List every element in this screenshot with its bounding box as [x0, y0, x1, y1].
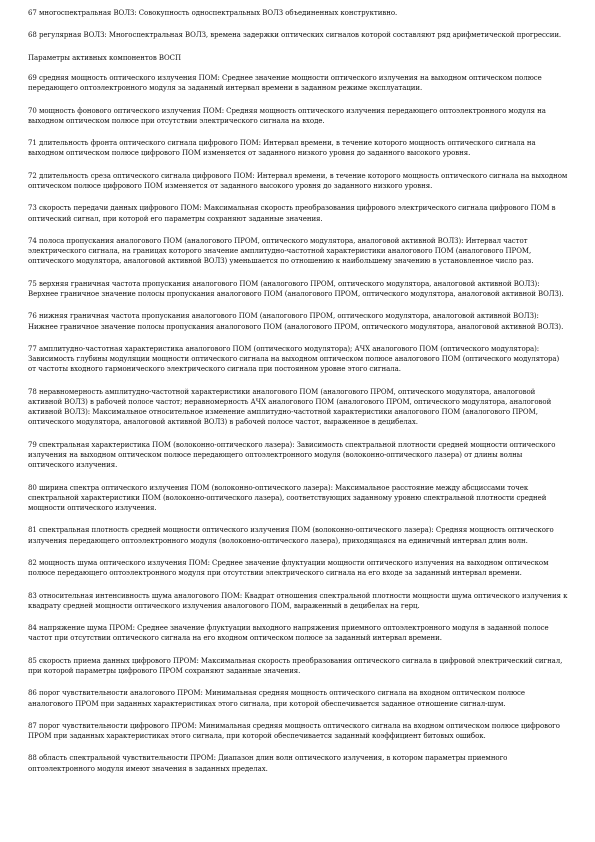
term-67: 67 многоспектральная ВОЛЗ: Совокупность односпектральных ВОЛЗ объединенных конструктивно. — [28, 9, 398, 17]
term-81: 81 спектральная плотность средней мощности оптического излучения ПОМ (волоконно-оптического лазера): Средняя мощность оптического излучения передающего оптоэлектронного модуля (волоконно-оптического лазера), приходящаяся на единичный интервал длин волн. — [28, 526, 554, 545]
term-78: 78 неравномерность амплитудно-частотной характеристики аналогового ПОМ (аналогового ПРОМ, оптического модулятора, аналоговой активной ВОЛЗ) в рабочей полосе частот; неравномерность АЧХ аналогового ПОМ (аналогового ПРОМ, оптического модулятора, аналоговой активной ВОЛЗ): Максимальное относительное изменение амплитудно-частотной характеристики аналогового ПОМ (аналогового ПРОМ, оптического модулятора, аналоговой активной ВОЛЗ) в рабочей полосе частот, выраженное в децибелах. — [28, 387, 552, 427]
term-84: 84 напряжение шума ПРОМ: Среднее значение флуктуации выходного напряжения приемного оптоэлектронного модуля в заданной полосе частот при отсутствии оптического сигнала на его входном оптическом полюсе за заданный интервал времени. — [28, 624, 549, 643]
term-88: 88 область спектральной чувствительности ПРОМ: Диапазон длин волн оптического излучения, в котором параметры приемного оптоэлектронного модуля имеют значения в заданных пределах. — [28, 754, 508, 773]
term-80: 80 ширина спектра оптического излучения ПОМ (волоконно-оптического лазера): Максимальное расстояние между абсциссами точек спектральной характеристики ПОМ (волоконно-оптического лазера), соответствующих заданному уровню спектральной плотности средней мощности оптического излучения. — [28, 483, 547, 512]
term-85: 85 скорость приема данных цифрового ПРОМ: Максимальная скорость преобразования оптического сигнала в цифровой электрический сигнал, при которой параметры цифрового ПРОМ сохраняют заданные значения. — [28, 656, 563, 675]
term-87: 87 порог чувствительности цифрового ПРОМ: Минимальная средняя мощность оптического сигнала на входном оптическом полюсе цифрового ПРОМ при заданных характеристиках этого сигнала, при которой обеспечивается заданный коэффициент битовых ошибок. — [28, 721, 560, 741]
term-73: 73 скорость передачи данных цифрового ПОМ: Максимальная скорость преобразования цифрового электрического сигнала цифрового ПОМ в оптический сигнал, при которой его параметры сохраняют заданные значения. — [28, 204, 556, 223]
term-77: 77 амплитудно-частотная характеристика аналогового ПОМ (оптического модулятора); АЧХ аналогового ПОМ (оптического модулятора): Зависимость глубины модуляции мощности оптического сигнала на выходном оптическом полюсе аналогового ПОМ (оптического модулятора) от частоты входного гармонического электрического сигнала при постоянном уровне этого сигнала. — [28, 344, 560, 374]
term-82: 82 мощность шума оптического излучения ПОМ: Среднее значение флуктуации мощности оптического излучения на выходном оптическом полюсе передающего оптоэлектронного модуля при отсутствии электрического сигнала на его входе за заданный интервал времени. — [28, 558, 549, 578]
term-72: 72 длительность среза оптического сигнала цифрового ПОМ: Интервал времени, в течение которого мощность оптического сигнала на выходном оптическом полюсе цифрового ПОМ изменяется от заданного высокого уровня до заданного низкого уровня. — [28, 171, 568, 190]
term-74: 74 полоса пропускания аналогового ПОМ (аналогового ПРОМ, оптического модулятора, аналоговой активной ВОЛЗ): Интервал частот электрического сигнала, на границах которого значение амплитудно-частотной характеристики аналогового ПОМ (аналогового ПРОМ, оптического модулятора, аналоговой активной ВОЛЗ) уменьшается по отношению к наибольшему значению в установленное число раз. — [28, 236, 534, 266]
term-69: 69 средняя мощность оптического излучения ПОМ: Среднее значение мощности оптического излучения на выходном оптическом полюсе передающего оптоэлектронного модуля за заданный интервал времени в заданном режиме эксплуатации. — [28, 73, 542, 93]
section-heading-active-components: Параметры активных компонентов ВОСП — [28, 53, 181, 62]
term-79: 79 спектральная характеристика ПОМ (волоконно-оптического лазера): Зависимость спектральной плотности средней мощности оптического излучения на выходном оптическом полюсе передающего оптоэлектронного модуля (волоконно-оптического лазера) от длины волны оптического излучения. — [28, 440, 556, 470]
term-75: 75 верхняя граничная частота пропускания аналогового ПОМ (аналогового ПРОМ, оптического модулятора, аналоговой активной ВОЛЗ): Верхнее граничное значение полосы пропускания аналогового ПОМ (аналогового ПРОМ, оптического модулятора, аналоговой активной ВОЛЗ). — [28, 279, 564, 298]
term-76: 76 нижняя граничная частота пропускания аналогового ПОМ (аналогового ПРОМ, оптического модулятора, аналоговой активной ВОЛЗ): Нижнее граничное значение полосы пропускания аналогового ПОМ (аналогового ПРОМ, оптического модулятора, аналоговой активной ВОЛЗ). — [28, 312, 564, 331]
term-83: 83 относительная интенсивность шума аналогового ПОМ: Квадрат отношения спектральной плотности мощности шума оптического излучения к квадрату средней мощности оптического излучения аналогового ПОМ, выраженный в децибелах на герц. — [28, 591, 568, 610]
term-71: 71 длительность фронта оптического сигнала цифрового ПОМ: Интервал времени, в течение которого мощность оптического сигнала на выходном оптическом полюсе цифрового ПОМ изменяется от заданного низкого уровня до заданного высокого уровня. — [28, 139, 536, 158]
term-70: 70 мощность фонового оптического излучения ПОМ: Средняя мощность оптического излучения передающего оптоэлектронного модуля на выходном оптическом полюсе при отсутствии электрического сигнала на входе. — [28, 106, 546, 125]
document-body — [28, 8, 568, 774]
term-86: 86 порог чувствительности аналогового ПРОМ: Минимальная средняя мощность оптического сигнала на входном оптическом полюсе аналогового ПРОМ при заданных характеристиках этого сигнала, при которой обеспечивается заданное отношение сигнал-шум. — [28, 689, 525, 708]
term-68: 68 регулярная ВОЛЗ: Многоспектральная ВОЛЗ, времена задержки оптических сигналов которой составляют ряд арифметической прогрессии. — [28, 31, 562, 40]
